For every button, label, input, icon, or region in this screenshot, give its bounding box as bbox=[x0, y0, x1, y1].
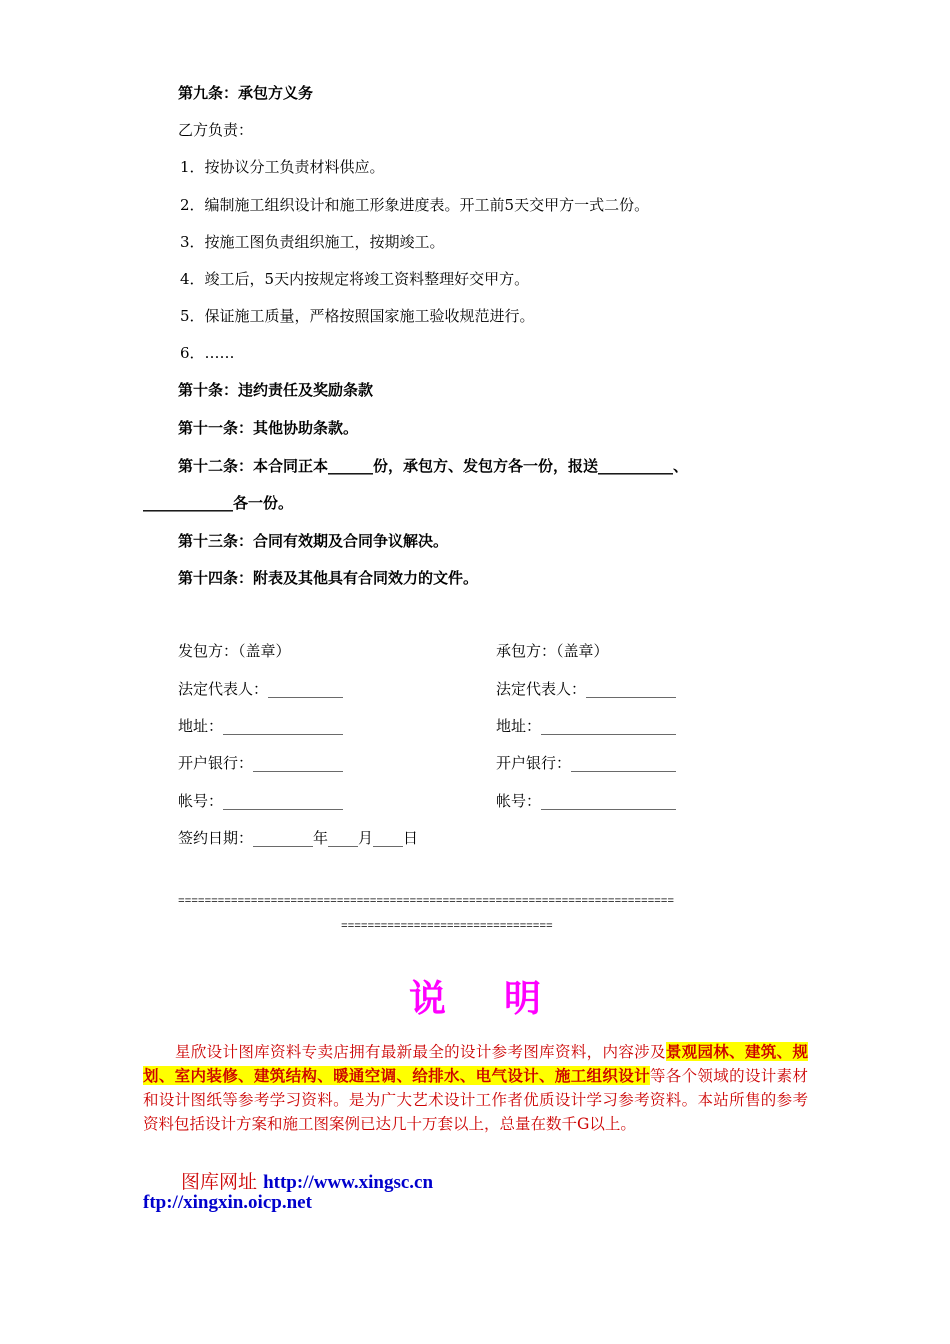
article-9-intro: 乙方负责： bbox=[178, 121, 254, 139]
article-9-title: 第九条：承包方义务 bbox=[178, 84, 314, 102]
contractor-address: 地址：________________ bbox=[178, 717, 344, 735]
article-9-item: 2．编制施工组织设计和施工形象进度表。开工前5天交甲方一式二份。 bbox=[180, 196, 650, 214]
article-14: 第十四条：附表及其他具有合同效力的文件。 bbox=[178, 569, 479, 587]
builder-bank: 开户银行：______________ bbox=[496, 754, 677, 772]
article-9-item: 1．按协议分工负责材料供应。 bbox=[180, 158, 385, 176]
contractor-stamp: 发包方：（盖章） bbox=[178, 642, 291, 660]
notice-title: 说明 bbox=[409, 977, 599, 1020]
builder-address: 地址：__________________ bbox=[496, 717, 677, 735]
contractor-account: 帐号：________________ bbox=[178, 792, 344, 810]
article-9-item: 6．…… bbox=[180, 344, 235, 362]
separator-line: =========================================================================== bbox=[178, 896, 675, 908]
article-12-line1: 第十二条：本合同正本______份，承包方、发包方各一份，报送__________、 bbox=[178, 457, 689, 475]
notice-text: 等各个领域的设计素材和设计图纸等参考学习资料。是为广大艺术设计工作者优质设计学习参考资料。本站所售的参考资料包括设计方案和施工图案例已达几十万套以上，总量在数千G以上。 bbox=[143, 1067, 808, 1133]
article-10: 第十条：违约责任及奖励条款 bbox=[178, 381, 374, 399]
article-11: 第十一条：其他协助条款。 bbox=[178, 419, 359, 437]
notice-text: 星欣设计图库资料专卖店拥有最新最全的设计参考图库资料，内容涉及 bbox=[175, 1043, 666, 1061]
article-9-item: 3．按施工图负责组织施工，按期竣工。 bbox=[180, 233, 445, 251]
contractor-legal-rep: 法定代表人：__________ bbox=[178, 680, 344, 698]
article-13: 第十三条：合同有效期及合同争议解决。 bbox=[178, 532, 449, 550]
article-12-line2: ____________各一份。 bbox=[143, 494, 294, 512]
article-9-item: 4．竣工后，5天内按规定将竣工资料整理好交甲方。 bbox=[180, 270, 530, 288]
contractor-bank: 开户银行：____________ bbox=[178, 754, 344, 772]
ftp-link[interactable]: ftp://xingxin.oicp.net bbox=[143, 1192, 312, 1213]
builder-legal-rep: 法定代表人：____________ bbox=[496, 680, 677, 698]
separator-line: ================================ bbox=[341, 921, 553, 933]
article-9-item: 5．保证施工质量，严格按照国家施工验收规范进行。 bbox=[180, 307, 535, 325]
notice-highlight: 景观园林、建筑、规划、室内装修、建筑结构、暖通空调、给排水、电气设计、施工组织设计 bbox=[143, 1042, 808, 1085]
website-link[interactable]: http://www.xingsc.cn bbox=[263, 1172, 434, 1193]
builder-stamp: 承包方：（盖章） bbox=[496, 642, 609, 660]
notice-paragraph bbox=[143, 1040, 808, 1136]
builder-account: 帐号：__________________ bbox=[496, 792, 677, 810]
signing-date: 签约日期：________年____月____日 bbox=[178, 829, 419, 847]
website-line bbox=[181, 1167, 433, 1194]
website-label: 图库网址 bbox=[181, 1171, 258, 1193]
